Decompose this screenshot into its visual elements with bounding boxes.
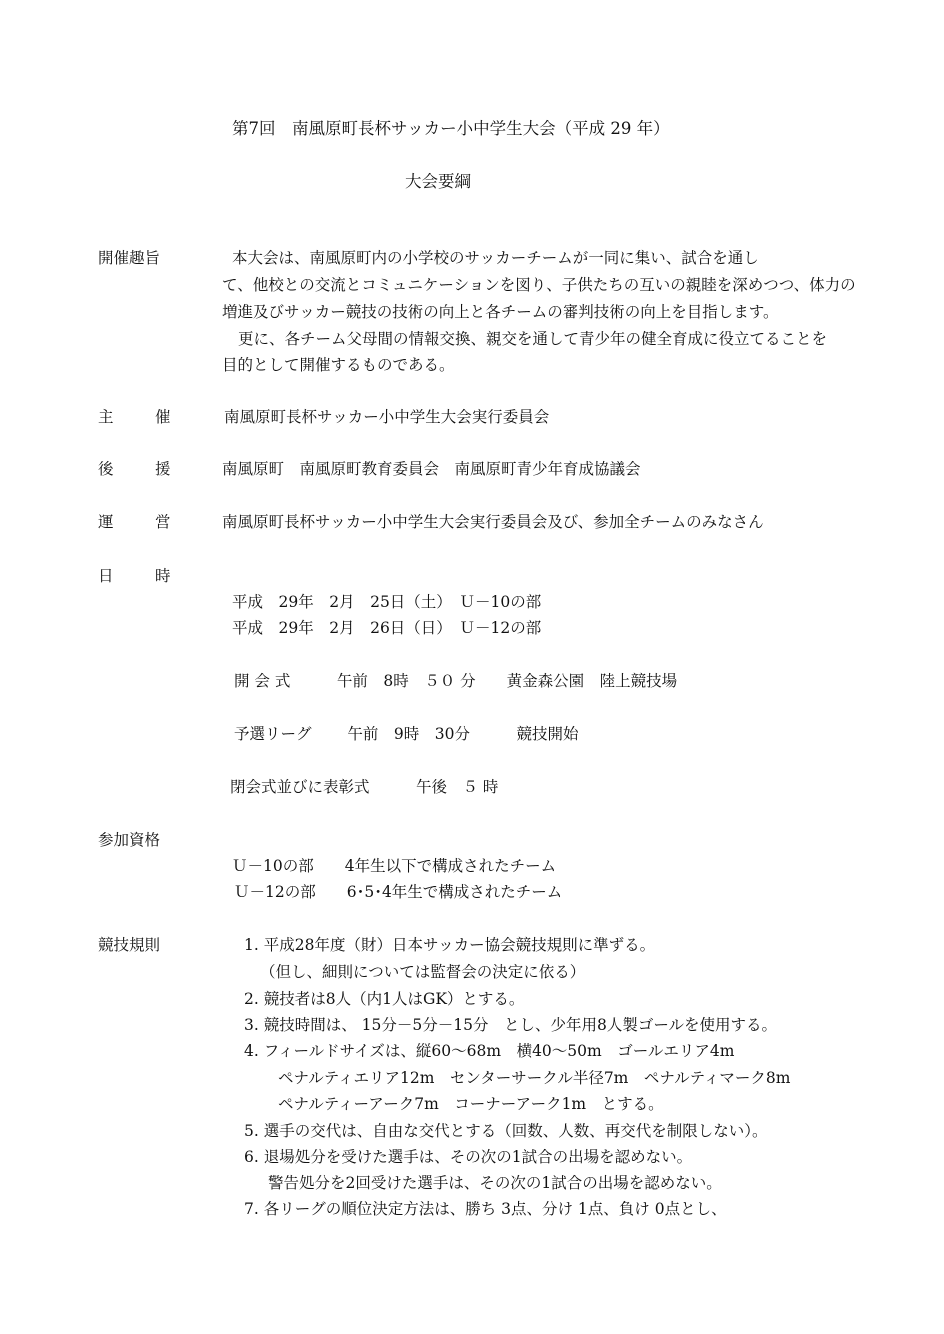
- organizer-value: 南風原町長杯サッカー小中学生大会実行委員会: [224, 408, 550, 426]
- rules-line: 2. 競技者は8人（内1人はGK）とする。: [244, 990, 525, 1008]
- document-subtitle: 大会要綱: [405, 172, 471, 191]
- schedule-label-char: 日: [98, 567, 114, 585]
- rules-line: 4. フィールドサイズは、縦60～68m 横40～50m ゴールエリア4m: [244, 1042, 735, 1060]
- rules-line: 6. 退場処分を受けた選手は、その次の1試合の出場を認めない。: [244, 1148, 693, 1166]
- schedule-label-char: 時: [155, 567, 171, 585]
- purpose-line: 本大会は、南風原町内の小学校のサッカーチームが一同に集い、試合を通し: [232, 249, 759, 267]
- management-value: 南風原町長杯サッカー小中学生大会実行委員会及び、参加全チームのみなさん: [222, 513, 764, 531]
- schedule-opening: 開 会 式 午前 8時 ５０ 分 黄金森公園 陸上競技場: [234, 672, 678, 690]
- purpose-line: 増進及びサッカー競技の技術の向上と各チームの審判技術の向上を目指します。: [222, 303, 779, 321]
- rules-line: 1. 平成28年度（財）日本サッカー協会競技規則に準ずる。: [244, 936, 656, 954]
- schedule-date: 平成 29年 2月 25日（土） Ｕ－10の部: [232, 593, 542, 611]
- schedule-qualifier: 予選リーグ 午前 9時 30分 競技開始: [234, 725, 579, 743]
- rules-line: 3. 競技時間は、 15分－5分－15分 とし、少年用8人製ゴールを使用する。: [244, 1016, 778, 1034]
- rules-label: 競技規則: [98, 936, 161, 954]
- support-label-char: 援: [155, 460, 171, 478]
- rules-line: （但し、細則については監督会の決定に依る）: [260, 963, 586, 981]
- rules-line: ペナルティーアーク7m コーナーアーク1m とする。: [278, 1095, 664, 1113]
- rules-line: 警告処分を2回受けた選手は、その次の1試合の出場を認めない。: [268, 1174, 722, 1192]
- document-title: 第7回 南風原町長杯サッカー小中学生大会（平成 29 年）: [232, 119, 670, 138]
- purpose-line: 目的として開催するものである。: [222, 356, 455, 374]
- eligibility-line: Ｕ－10の部 4年生以下で構成されたチーム: [232, 857, 557, 875]
- schedule-date: 平成 29年 2月 26日（日） Ｕ－12の部: [232, 619, 542, 637]
- rules-line: 5. 選手の交代は、自由な交代とする（回数、人数、再交代を制限しない）。: [244, 1122, 768, 1140]
- organizer-label-char: 主: [98, 408, 114, 426]
- rules-line: ペナルティエリア12m センターサークル半径7m ペナルティマーク8m: [278, 1069, 791, 1087]
- organizer-label-char: 催: [155, 408, 171, 426]
- eligibility-label: 参加資格: [98, 831, 161, 849]
- management-label-char: 営: [155, 513, 171, 531]
- management-label-char: 運: [98, 513, 114, 531]
- support-value: 南風原町 南風原町教育委員会 南風原町青少年育成協議会: [222, 460, 641, 478]
- support-label-char: 後: [98, 460, 114, 478]
- purpose-line: 更に、各チーム父母間の情報交換、親交を通して青少年の健全育成に役立てることを: [238, 330, 828, 348]
- schedule-closing: 閉会式並びに表彰式 午後 ５ 時: [230, 778, 499, 796]
- rules-line: 7. 各リーグの順位決定方法は、勝ち 3点、分け 1点、負け 0点とし、: [244, 1200, 727, 1218]
- purpose-line: て、他校との交流とコミュニケーションを図り、子供たちの互いの親睦を深めつつ、体力の: [222, 276, 856, 294]
- purpose-label: 開催趣旨: [98, 249, 161, 267]
- eligibility-line: Ｕ－12の部 6･5･4年生で構成されたチーム: [234, 883, 563, 901]
